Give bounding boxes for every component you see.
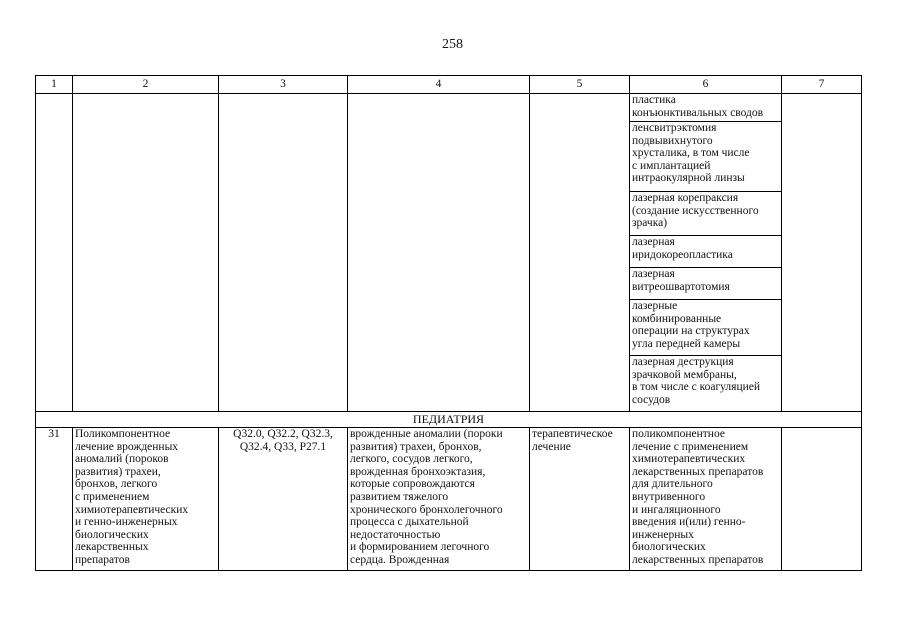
row-number: 31 [36,428,73,571]
continued-row [36,94,862,122]
empty-cell [348,94,530,412]
page-number: 258 [442,37,463,52]
column-number: 5 [530,76,630,94]
column-number: 3 [219,76,348,94]
column-number: 4 [348,76,530,94]
empty-cell [782,428,862,571]
method-cell: лазерная иридокореопластика [630,236,782,268]
column-number: 7 [782,76,862,94]
method-cell: пластика конъюнктивальных сводов [630,94,782,122]
empty-cell [219,94,348,412]
treatment-type-cell: терапевтическое лечение [530,428,630,571]
empty-cell [530,94,630,412]
column-number-row [36,76,862,94]
empty-cell [73,94,219,412]
section-title: ПЕДИАТРИЯ [36,412,862,428]
method-cell: лазерная корепраксия (создание искусственного зрачка) [630,192,782,236]
icd-codes-cell: Q32.0, Q32.2, Q32.3, Q32.4, Q33, P27.1 [219,428,348,571]
section-row [36,412,862,428]
method-cell: ленсвитрэктомия подвывихнутого хрусталика, в том числе с имплантацией интраокулярной линзы [630,122,782,192]
medical-care-table [35,75,862,571]
patient-model-cell: врожденные аномалии (пороки развития) трахеи, бронхов, легкого, сосудов легкого, врожденная бронхоэктазия, которые сопровождаются развитием тяжелого хронического бронхолегочного процесса с дыхательной недостаточностью и формированием легочного сердца. Врожденная [348,428,530,571]
column-number: 6 [630,76,782,94]
column-number: 2 [73,76,219,94]
treatment-method-cell: поликомпонентное лечение с применением химиотерапевтических лекарственных препаратов для длительного внутривенного и ингаляционного введения и(или) генно- инженерных биологических лекарственных препаратов [630,428,782,571]
method-cell: лазерная деструкция зрачковой мембраны, в том числе с коагуляцией сосудов [630,356,782,412]
empty-cell [782,94,862,412]
column-number: 1 [36,76,73,94]
care-name-cell: Поликомпонентное лечение врожденных аномалий (пороков развития) трахеи, бронхов, легкого с применением химиотерапевтических и генно-инженерных биологических лекарственных препаратов [73,428,219,571]
table-row [36,428,862,571]
method-cell: лазерные комбинированные операции на структурах угла передней камеры [630,300,782,356]
empty-cell [36,94,73,412]
method-cell: лазерная витреошвартотомия [630,268,782,300]
